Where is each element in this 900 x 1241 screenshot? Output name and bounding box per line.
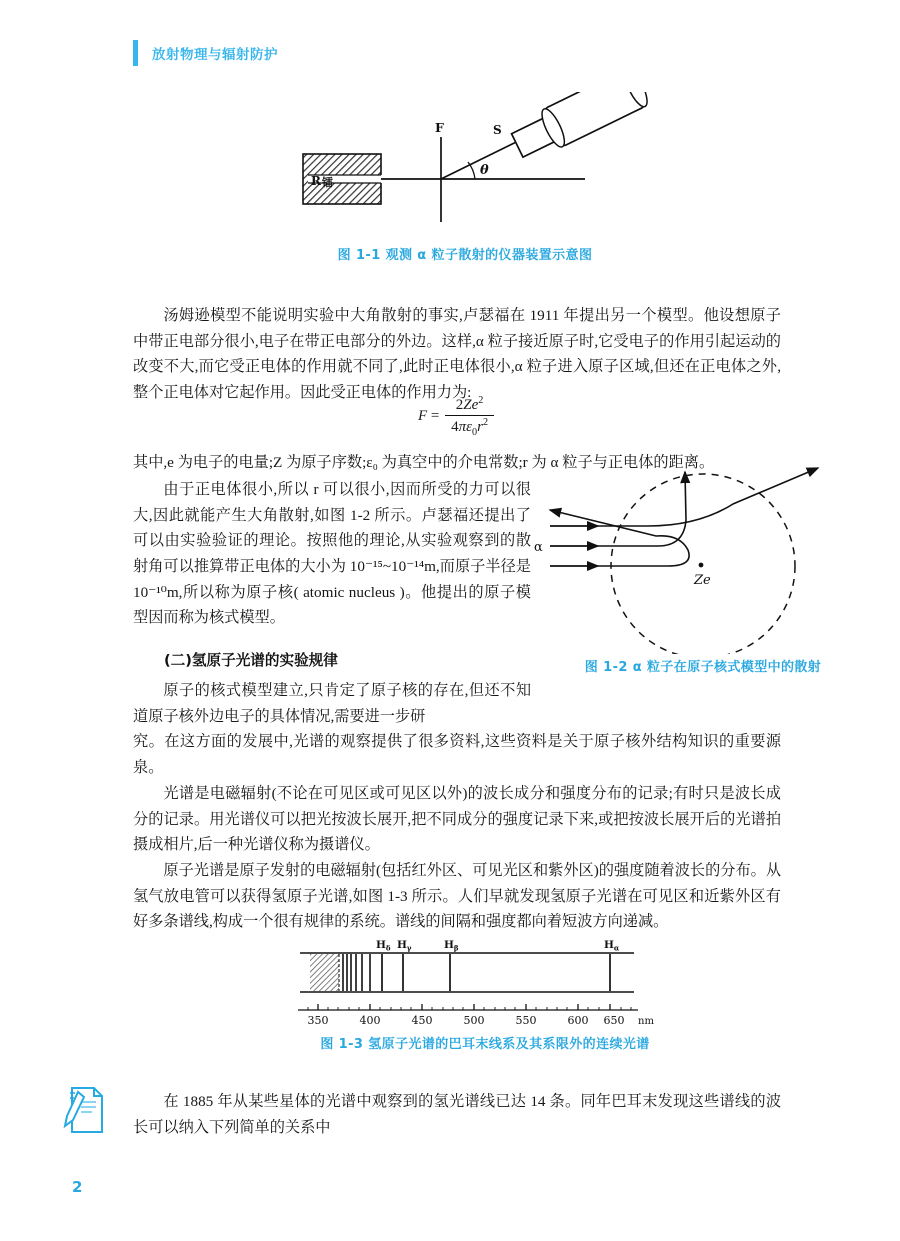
- note-pencil-icon: [62, 1082, 108, 1138]
- svg-text:400: 400: [359, 1014, 381, 1027]
- header-accent-bar: [133, 40, 138, 66]
- page-number: 2: [72, 1178, 83, 1196]
- paragraph-atomic-spectrum: 原子光谱是原子发射的电磁辐射(包括红外区、可见光区和紫外区)的强度随着波长的分布。从氢气放电管可以获得氢原子光谱,如图 1-3 所示。人们早就发现氢原子光谱在可见区和近紫外区有好多条谱线,构成一个很有规律的系统。谱线的间隔和强度都向着短波方向递减。: [133, 862, 782, 931]
- figure-1-3-label-h-alpha: $H_\alpha$: [604, 939, 620, 953]
- figure-1-3-label-h-beta: $H_\beta$: [444, 939, 459, 953]
- figure-1-2-caption: 图 1-2 α 粒子在原子核式模型中的散射: [584, 660, 822, 675]
- coulomb-force-formula: [133, 395, 781, 438]
- svg-text:350: 350: [307, 1014, 329, 1027]
- figure-1-2-trajectory-small-angle: [550, 468, 818, 526]
- paragraph-thomson-model: 汤姆逊模型不能说明实验中大角散射的事实,卢瑟福在 1911 年提出另一个模型。他设想原子中带正电部分很小,电子在带正电部分的外边。这样,α 粒子接近原子时,它受电子的作用引起运动的改变不大,而它受正电体的作用就不同了,此时正电体很小,α 粒子进入原子区域,但还在正电体之外,整个正电体对它起作用。因此受正电体的作用力为:: [133, 307, 781, 401]
- figure-1-1-caption: 图 1-1 观测 α 粒子散射的仪器装置示意图: [337, 248, 593, 263]
- figure-1-3-caption: 图 1-3 氢原子光谱的巴耳末线系及其系限外的连续光谱: [320, 1037, 650, 1052]
- figure-1-2-nucleus-label: Ze: [694, 573, 711, 588]
- paragraph-spectroscopy-source: 究。在这方面的发展中,光谱的观察提供了很多资料,这些资料是关于原子核外结构知识的重要源泉。: [133, 733, 781, 776]
- figure-1-2-drawing: [528, 458, 878, 654]
- svg-text:镭: 镭: [322, 176, 333, 189]
- formula-lhs: F: [417, 407, 428, 424]
- paragraph-spectrum-definition: 光谱是电磁辐射(不论在可见区或可见区以外)的波长成分和强度分布的记录;有时只是波长成分的记录。用光谱仪可以把光按波长展开,把不同成分的强度记录下来,或把按波长展开后的光谱拍摄成相片,后一种光谱仪称为摄谱仪。: [133, 785, 781, 854]
- section-heading-hydrogen-spectrum: (二)氢原子光谱的实验规律: [164, 651, 338, 669]
- running-header: [133, 40, 278, 66]
- paragraph-balmer-1885: 在 1885 年从某些星体的光谱中观察到的氢光谱线已达 14 条。同年巴耳末发现这些谱线的波长可以纳入下列简单的关系中: [133, 1093, 781, 1136]
- figure-1-1-detector: [508, 92, 651, 164]
- figure-1-2-trajectory-large-angle: [550, 472, 686, 546]
- paragraph-nucleus-size: 由于正电体很小,所以 r 可以很小,因而所受的力可以很大,因此就能产生大角散射,如图 1-2 所示。卢瑟福还提出了可以由实验验证的理论。按照他的理论,从实验观察到的散射角可以推算带正电体的大小为 10⁻¹⁵~10⁻¹⁴m,而原子半径是 10⁻¹⁰m,所以称为原子核( atomic nucleus )。他提出的原子模型因而称为核式模型。: [133, 481, 531, 627]
- header-title: 放射物理与辐射防护: [152, 47, 278, 63]
- figure-1-3-major-ticks: [318, 1004, 610, 1010]
- figure-1-3-tick-labels: [308, 1014, 655, 1027]
- svg-text:450: 450: [411, 1014, 433, 1027]
- figure-1-3-label-h-gamma: $H_\gamma$: [397, 939, 412, 953]
- paragraph-nuclear-model-established: 原子的核式模型建立,只肯定了原子核的存在,但还不知道原子核外边电子的具体情况,需要进一步研: [133, 682, 531, 725]
- formula-numerator: 2Ze$^2$: [455, 395, 484, 413]
- svg-text:600: 600: [567, 1014, 589, 1027]
- figure-1-3-drawing: [290, 918, 680, 1028]
- figure-1-1-foil-label: F: [435, 120, 444, 135]
- svg-text:550: 550: [515, 1014, 537, 1027]
- figure-1-1-drawing: [255, 92, 675, 242]
- figure-1-3-label-h-delta: $H_\delta$: [376, 939, 391, 953]
- formula-denominator: $4\pi\varepsilon_0r^2$: [445, 415, 494, 438]
- figure-1-3-continuum-region: [310, 954, 339, 991]
- formula-equals: =: [430, 407, 440, 424]
- figure-1-2-trajectory-backscatter: [550, 510, 689, 566]
- figure-1-2-nucleus-dot: [699, 563, 704, 568]
- figure-1-2-beam-label: α: [534, 540, 543, 555]
- figure-1-3: [290, 918, 680, 1058]
- figure-1-1: [255, 92, 675, 267]
- svg-text:nm: nm: [638, 1016, 654, 1027]
- paragraph-symbol-definitions: 其中,e 为电子的电量;Z 为原子序数;ε₀ 为真空中的介电常数;r 为 α 粒子与正电体的距离。: [133, 454, 715, 472]
- figure-1-1-source-label: R: [311, 174, 321, 188]
- svg-text:500: 500: [463, 1014, 485, 1027]
- svg-text:650: 650: [603, 1014, 625, 1027]
- figure-1-1-detector-label: S: [493, 123, 502, 137]
- formula-fraction: [445, 395, 494, 438]
- figure-1-1-angle-label: θ: [480, 163, 489, 178]
- figure-1-2: [528, 458, 878, 683]
